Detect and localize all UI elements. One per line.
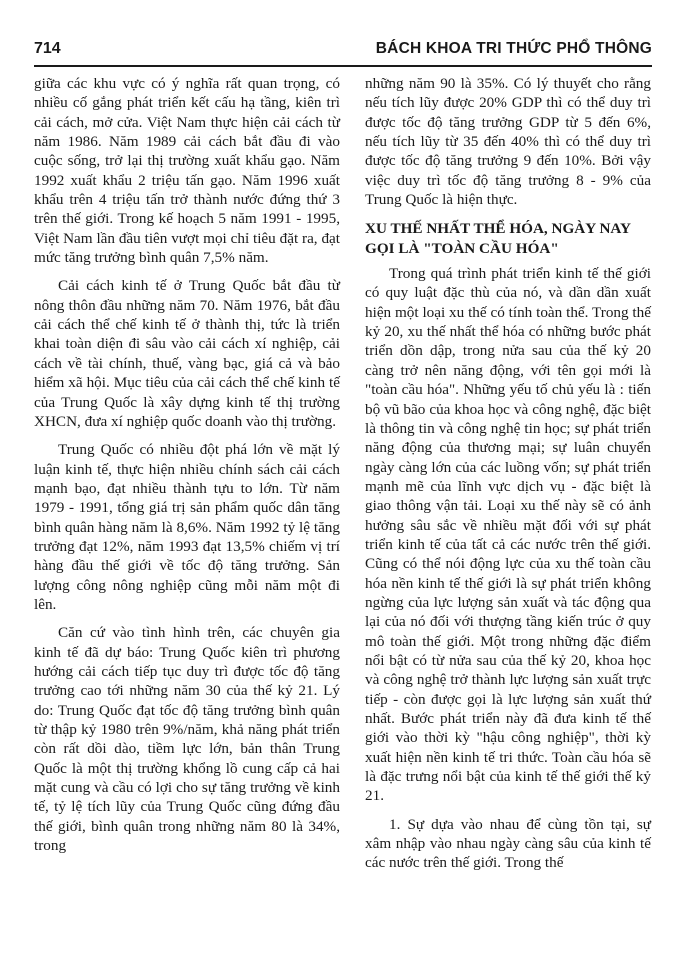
paragraph: Cải cách kinh tế ở Trung Quốc bắt đầu từ nông thôn đầu những năm 70. Năm 1976, bắt đầu cải cách thể chế kinh tế ở thành thị, tức là triển khai toàn diện đi sâu vào cải cách xí nghiệp, cải cách về tài chính, thuế, vàng bạc, giá cả và bảo hiểm xã hội. Mục tiêu của cải cách thể chế kinh tế của Trung Quốc là xây dựng kinh tế thị trường XHCN, đưa xí nghiệp quốc doanh vào thị trường. <box>34 277 340 430</box>
right-column <box>365 74 651 873</box>
paragraph: Trung Quốc có nhiều đột phá lớn về mặt lý luận kinh tế, thực hiện nhiều chính sách cải cách mạnh bạo, đạt nhiều thành tựu to lớn. Từ năm 1979 - 1991, tổng giá trị sản phẩm quốc dân tăng bình quân hàng năm là 8,6%. Năm 1992 tỷ lệ tăng trưởng đạt 12%, năm 1993 đạt 13,5% chiếm vị trí hàng đầu thế giới về tốc độ tăng trưởng. Sản lượng công nông nghiệp cũng mỗi năm một đi lên. <box>34 441 340 613</box>
paragraph: 1. Sự dựa vào nhau để cùng tồn tại, sự xâm nhập vào nhau ngày càng sâu của kinh tế các nước trên thế giới. Trong thế <box>365 815 651 872</box>
page-number: 714 <box>34 40 61 57</box>
header-rule <box>34 65 652 67</box>
running-title: BÁCH KHOA TRI THỨC PHỔ THÔNG <box>375 40 652 57</box>
left-column <box>34 74 340 855</box>
paragraph: Căn cứ vào tình hình trên, các chuyên gia kinh tế đã dự báo: Trung Quốc kiên trì phương hướng cải cách tiếp tục duy trì được tốc độ tăng trưởng cao tới những năm 30 của thế kỷ 21. Lý do: Trung Quốc đạt tốc độ tăng trưởng bình quân từ thập kỷ 1980 trên 9%/năm, khả năng phát triển còn rất dồi dào, tiềm lực lớn, bản thân Trung Quốc là một thị trường khổng lồ cung cấp cả hai mặt cung và cầu có lợi cho sự tăng trưởng về kinh tế, tỷ lệ tích lũy của Trung Quốc cũng đứng đầu thế giới, bình quân trong những năm 80 là 34%, trong <box>34 624 340 855</box>
paragraph: Trong quá trình phát triển kinh tế thế giới có quy luật đặc thù của nó, và dần dần xuất hiện một loại xu thế có tính toàn thể. Trong thế kỷ 20, xu thế nhất thể hóa có những bước phát triển dồn dập, trong nửa sau của thế kỷ 20 càng trở nên năng động, với tên gọi mới là "toàn cầu hóa". Những yếu tố chủ yếu là : tiến bộ vũ bão của khoa học và công nghệ, đặc biệt là thông tin và công nghệ tin học; sự phát triển năng động của thương mại; sự luân chuyển ngày càng lớn của các luồng vốn; sự phát triển mạnh mẽ của lĩnh vực dịch vụ - đặc biệt là giao thông vận tải. Loại xu thế này sẽ có ảnh hưởng sâu sắc về nhiều mặt đối với sự phát triển kinh tế của tất cả các nước trên thế giới. Cũng có thể nói động lực của xu thế toàn cầu hóa nền kinh tế thế giới là sự phát triển không ngừng của lực lượng sản xuất và tác động qua lại của nó đối với thượng tầng kiến trúc ở quy mô toàn thế giới. Một trong những đặc điểm nổi bật có từ nửa sau của thế kỷ 20, khoa học và công nghệ trở thành lực lượng sản xuất trực tiếp - còn được gọi là lực lượng sản xuất thứ nhất. Bước phát triển này đã đưa kinh tế thế giới vào thời kỳ "hậu công nghiệp", thời kỳ xuất hiện nền kinh tế tri thức. Toàn cầu hóa sẽ là đặc trưng nổi bật của kinh tế thế giới thế kỷ 21. <box>365 265 651 805</box>
paragraph: giữa các khu vực có ý nghĩa rất quan trọng, có nhiều cố gắng phát triển kết cấu hạ tầng, kiên trì cải cách, mở cửa. Việt Nam thực hiện cải cách từ năm 1986. Năm 1989 cải cách bắt đầu đi vào cuộc sống, trở lại thị trường xuất khẩu gạo. Năm 1992 xuất khẩu 2 triệu tấn gạo. Năm 1996 xuất khẩu trên 4 triệu tấn trở thành nước đứng thứ 3 trên thế giới. Trong kế hoạch 5 năm 1991 - 1995, Việt Nam lần đầu tiên vượt mọi chỉ tiêu đặt ra, đạt mức tăng trưởng bình quân 7,5% năm. <box>34 75 340 267</box>
page-header <box>34 40 652 62</box>
paragraph: những năm 90 là 35%. Có lý thuyết cho rằng nếu tích lũy được 20% GDP thì có thể duy trì được tốc độ tăng trưởng GDP từ 5 đến 6%, nếu tích lũy từ 35 đến 40% thì có thể duy trì được tốc độ tăng trưởng 9 đến 10%. Bởi vậy việc duy trì tốc độ tăng trưởng 8 - 9% của Trung Quốc là hiện thực. <box>365 75 651 209</box>
section-heading: XU THẾ NHẤT THỂ HÓA, NGÀY NAY GỌI LÀ "TOÀN CẦU HÓA" <box>365 220 631 257</box>
